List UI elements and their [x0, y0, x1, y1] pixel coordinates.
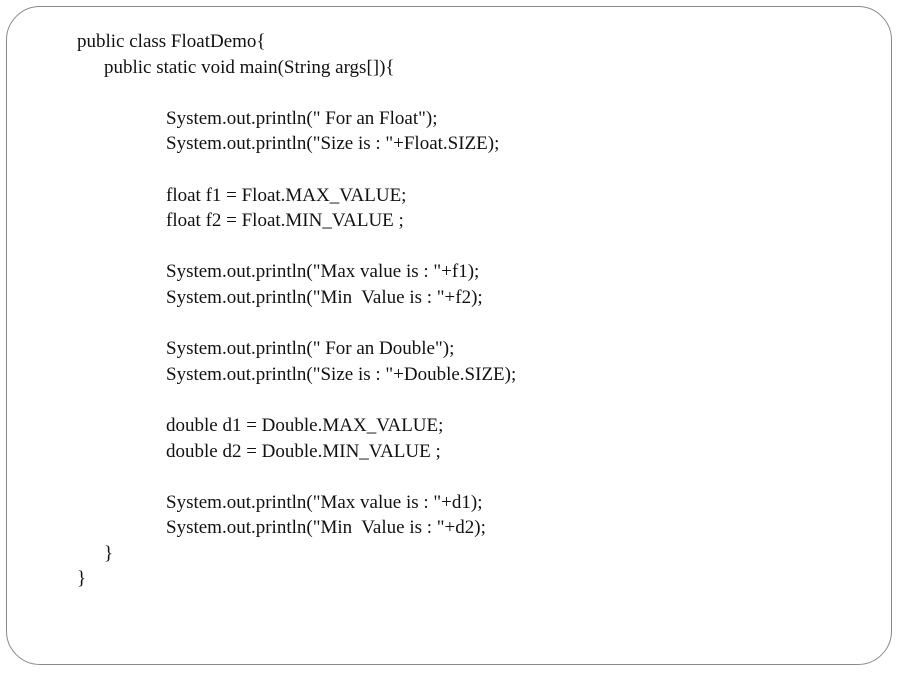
- code-line: float f2 = Float.MIN_VALUE ;: [166, 210, 404, 232]
- code-line: }: [104, 542, 114, 564]
- code-line: System.out.println("Max value is : "+d1);: [166, 491, 483, 513]
- code-line: System.out.println(" For an Float");: [166, 107, 438, 129]
- code-line: float f1 = Float.MAX_VALUE;: [166, 184, 407, 206]
- code-line: System.out.println("Size is : "+Double.SIZE);: [166, 363, 517, 385]
- code-line: System.out.println("Min Value is : "+d2);: [166, 517, 486, 539]
- code-line: System.out.println("Size is : "+Float.SIZE);: [166, 133, 500, 155]
- blank-line: [0, 157, 900, 183]
- code-line: double d1 = Double.MAX_VALUE;: [166, 414, 444, 436]
- blank-line: [0, 311, 900, 337]
- code-line: System.out.println(" For an Double");: [166, 338, 455, 360]
- code-line: public class FloatDemo{: [77, 31, 266, 52]
- blank-line: [0, 234, 900, 260]
- code-line: System.out.println("Min Value is : "+f2);: [166, 286, 483, 308]
- code-line: public static void main(String args[]){: [104, 56, 395, 78]
- blank-line: [0, 387, 900, 413]
- code-block: [0, 29, 900, 592]
- blank-line: [0, 464, 900, 490]
- code-line: System.out.println("Max value is : "+f1);: [166, 261, 480, 283]
- code-line: }: [77, 568, 87, 590]
- blank-line: [0, 80, 900, 106]
- code-line: double d2 = Double.MIN_VALUE ;: [166, 440, 441, 462]
